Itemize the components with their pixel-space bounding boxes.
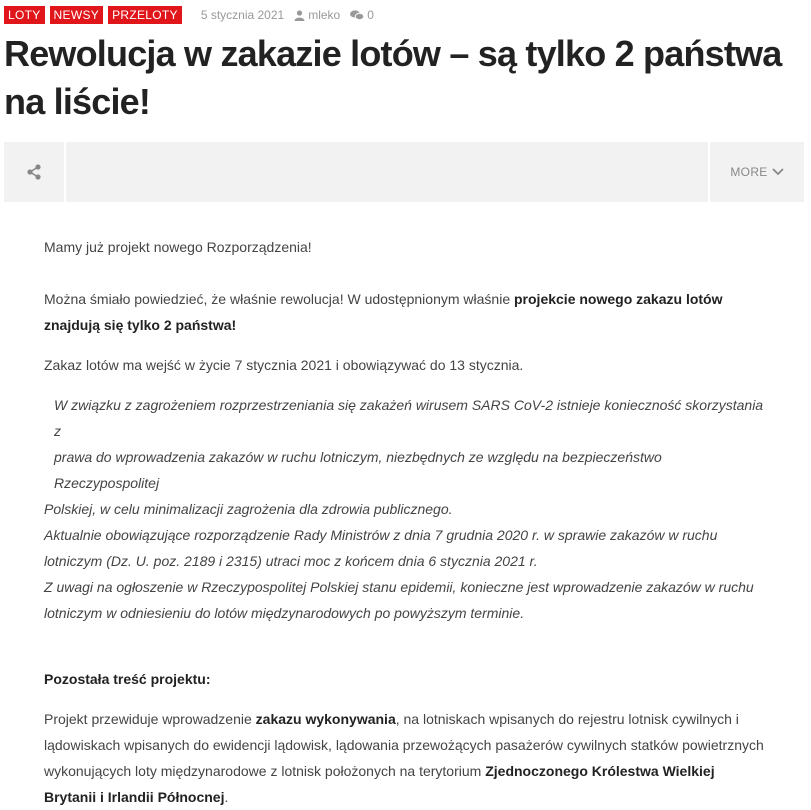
quote-line: prawa do wprowadzenia zakazów w ruchu lotniczym, niezbędnych ze względu na bezpieczeństwo Rzeczypospolitej [54, 449, 662, 491]
article-paragraph [44, 286, 764, 338]
section-heading-text: Pozostała treść projektu: [44, 671, 211, 687]
article-paragraph: Mamy już projekt nowego Rozporządzenia! [44, 239, 312, 255]
post-author[interactable] [294, 8, 340, 22]
blockquote [44, 392, 764, 626]
more-label: MORE [730, 165, 768, 179]
article-emphasis: zakazu wykonywania [255, 711, 396, 727]
article-text: . [224, 789, 229, 805]
share-button[interactable] [4, 142, 66, 202]
article-paragraph: Zakaz lotów ma wejść w życie 7 stycznia 2021 i obowiązywać do 13 stycznia. [44, 357, 524, 373]
article-body [44, 234, 764, 810]
quote-line: Aktualnie obowiązujące rozporządzenie Rady Ministrów z dnia 7 grudnia 2020 r. w sprawie zakazów w ruchu lotniczym (Dz. U. poz. 2189 i 2315) utraci moc z końcem dnia 6 stycznia 2021 r. [44, 527, 718, 569]
article-text: Można śmiało powiedzieć, że właśnie rewolucja! W udostępnionym właśnie [44, 291, 514, 307]
post-title: Rewolucja w zakazie lotów – są tylko 2 państwa na liście! [4, 33, 782, 122]
post-comments-count: 0 [367, 8, 374, 22]
article-paragraph [44, 706, 764, 810]
article-emphasis: projekcie nowego zakazu lotów znajdują się tylko 2 państwa! [44, 291, 723, 333]
post-meta [4, 6, 374, 24]
section-heading [44, 666, 764, 692]
user-icon [294, 10, 305, 21]
post-date [201, 8, 284, 22]
chevron-down-icon [772, 168, 784, 176]
post-comments[interactable] [350, 8, 374, 22]
quote-line: W związku z zagrożeniem rozprzestrzeniania się zakażeń wirusem SARS CoV-2 istnieje konieczność skorzystania z [54, 397, 764, 439]
comments-icon [350, 10, 364, 21]
article-text: , na lotniskach wpisanych do rejestru lotnisk cywilnych i lądowiskach wpisanych do ewidencji lądowisk, lądowania przewożących pasażerów cywilnych statków powietrznych wykonujących loty międzynarodowe z lotnisk położonych na terytorium [44, 711, 764, 779]
article-emphasis: Zjednoczonego Królestwa Wielkiej Brytanii i Irlandii Północnej [44, 763, 715, 805]
category-tag-loty[interactable]: LOTY [4, 6, 45, 24]
share-bar [4, 142, 804, 202]
post-date-text: 5 stycznia 2021 [200, 8, 285, 22]
quote-line: Polskiej, w celu minimalizacji zagrożenia dla zdrowia publicznego. [44, 501, 453, 517]
category-tag-przeloty[interactable]: PRZELOTY [108, 6, 182, 24]
article-text: Projekt przewiduje wprowadzenie [44, 711, 256, 727]
post-author-name: mleko [308, 8, 341, 22]
more-button[interactable] [708, 142, 804, 202]
category-tag-newsy[interactable]: NEWSY [50, 6, 104, 24]
share-icon [26, 164, 42, 180]
quote-line: Z uwagi na ogłoszenie w Rzeczypospolitej Polskiej stanu epidemii, konieczne jest wprowadzenie zakazów w ruchu lotniczym w odniesieniu do lotów międzynarodowych po powyższym terminie. [44, 579, 754, 621]
